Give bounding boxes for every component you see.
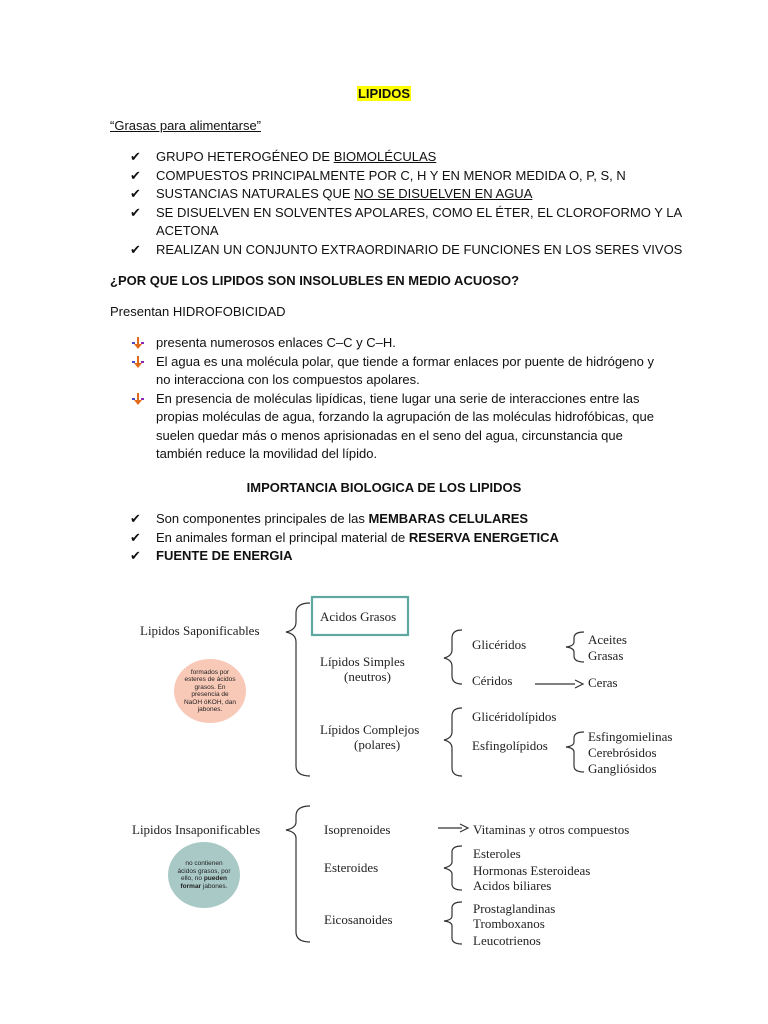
check-icon: ✔ [130,241,141,257]
label-simples: Lípidos Simples [320,654,405,669]
check-icon: ✔ [130,548,141,563]
bracket-esteroides [444,846,462,890]
bracket-gliceridos [566,632,584,662]
list-item: ✔ FUENTE DE ENERGIA [130,547,559,566]
subtitle: “Grasas para alimentarse” [110,118,261,133]
list-item: ✔ SUSTANCIAS NATURALES QUE NO SE DISUELVEN EN AGUA [130,185,682,204]
check-icon: ✔ [130,186,141,201]
label-esteroles: Esteroles [473,846,521,861]
check-icon: ✔ [130,167,141,183]
label-simples-sub: (neutros) [344,669,391,684]
bracket-insaponificables [286,806,310,942]
label-cerebrosidos: Cerebrósidos [588,745,657,760]
label-saponificables: Lipidos Saponificables [140,623,260,638]
importance-heading: IMPORTANCIA BIOLOGICA DE LOS LIPIDOS [246,480,522,495]
check-icon: ✔ [130,529,141,545]
list-item: ✔ GRUPO HETEROGÉNEO DE BIOMOLÉCULAS [130,148,682,167]
label-ceras: Ceras [588,675,618,690]
insaponificables-note: no contienen ácidos grasos, por ello, no pueden formar jabones. [177,860,231,890]
label-hormonas: Hormonas Esteroideas [473,863,591,878]
label-vitaminas: Vitaminas y otros compuestos [473,822,630,837]
label-esfingolipidos: Esfingolípidos [472,738,548,753]
list-item: ✔ COMPUESTOS PRINCIPALMENTE POR C, H Y EN MENOR MEDIDA O, P, S, N [130,167,682,186]
label-tromboxanos: Tromboxanos [473,916,545,931]
list-item: ✔ En animales forman el principal material de RESERVA ENERGETICA [130,529,559,548]
list-item: El agua es una molécula polar, que tiende a formar enlaces por puente de hidrógeno y no interacciona con los compuestos apolares. [130,353,670,390]
bracket-simples [444,630,462,684]
label-esfingomielinas: Esfingomielinas [588,729,673,744]
hydrophobicity-line: Presentan HIDROFOBICIDAD [110,304,286,319]
bracket-complejos [444,708,462,776]
insaponificables-note-circle [168,842,240,908]
label-ceridos: Céridos [472,673,513,688]
label-acidos-biliares: Acidos biliares [473,878,552,893]
label-grasas: Grasas [588,648,624,663]
page-title: LIPIDOS [357,86,410,101]
label-complejos: Lípidos Complejos [320,722,420,737]
list-item: ✔ Son componentes principales de las MEMBARAS CELULARES [130,510,559,529]
check-icon: ✔ [130,511,141,526]
label-esteroides: Esteroides [324,860,379,875]
saponificables-note-circle [174,659,246,723]
label-prostaglandinas: Prostaglandinas [473,901,556,916]
label-leucotrienos: Leucotrienos [473,933,541,948]
list-item-continuation: ACETONA [156,223,219,238]
label-glicerido-lipidos: Glicéridolípidos [472,709,557,724]
check-icon: ✔ [130,204,141,220]
arrow-head-icon [575,680,583,688]
label-complejos-sub: (polares) [354,737,401,752]
list-item: presenta numerosos enlaces C–C y C–H. [130,334,670,353]
label-isoprenoides: Isoprenoides [324,822,391,837]
label-insaponificables: Lipidos Insaponificables [132,822,261,837]
list-item: En presencia de moléculas lipídicas, tiene lugar una serie de interacciones entre las propias moléculas de agua, forzando la agrupación de las moléculas hidrofóbicas, que suelen quedar más o menos aprisionadas en el seno del agua, circunstancia que también reduce la movilidad del lípido. [130,390,670,464]
bracket-esfingolipidos [566,732,584,772]
label-acidos-grasos: Acidos Grasos [320,609,397,624]
label-aceites: Aceites [588,632,627,647]
list-item: ✔ REALIZAN UN CONJUNTO EXTRAORDINARIO DE FUNCIONES EN LOS SERES VIVOS [130,241,682,260]
label-eicosanoides: Eicosanoides [324,912,393,927]
label-gangliosidos: Gangliósidos [588,761,657,776]
question-heading: ¿POR QUE LOS LIPIDOS SON INSOLUBLES EN MEDIO ACUOSO? [110,273,520,288]
label-gliceridos: Glicéridos [472,637,527,652]
saponificables-note: formados por esteres de ácidos grasos. En presencia de NaOH óKOH, dan jabones. [183,668,237,713]
check-icon: ✔ [130,149,141,164]
bracket-saponificables [286,603,310,776]
bracket-eicosanoides [444,902,462,944]
list-item: ✔ SE DISUELVEN EN SOLVENTES APOLARES, COMO EL ÉTER, EL CLOROFORMO Y LA [130,204,682,223]
